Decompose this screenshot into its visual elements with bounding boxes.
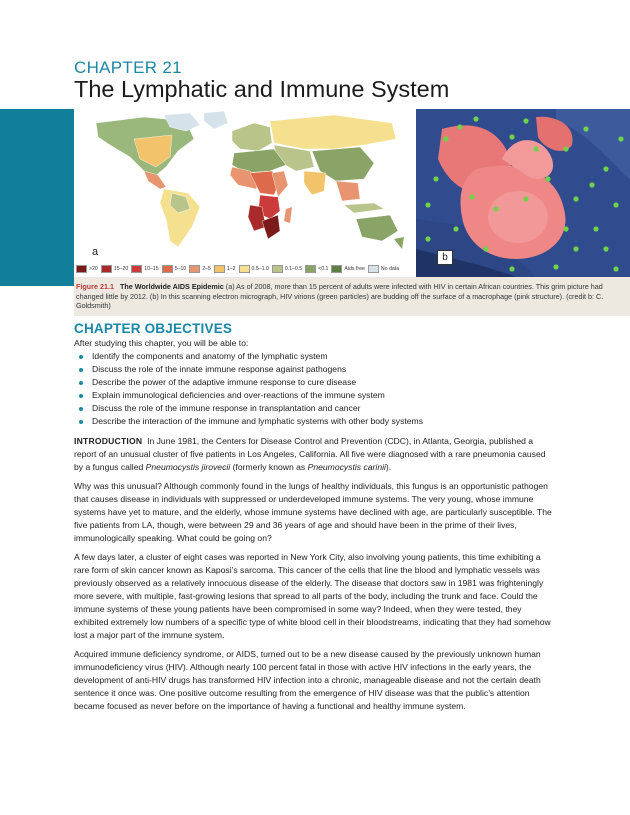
virion-particle — [509, 266, 514, 271]
intro-paragraph-2: Why was this unusual? Although commonly found in the lungs of healthy individuals, this fungus is an opportunistic pathogen that causes disease in individuals with suppressed or underdeveloped immune systems. The very young, whose immune systems have yet to mature, and the elderly, whose immune systems have declined with age, are particularly susceptible. The five patients from LA, though, were between 29 and 36 years of age and should have been in the prime of their lives, immunologically speaking. What could be going on? — [74, 481, 552, 543]
legend-swatch — [101, 265, 112, 273]
legend-label: 5–10 — [174, 265, 187, 272]
figure-caption — [76, 282, 616, 311]
legend-item — [272, 264, 302, 273]
virion-particle — [483, 246, 488, 251]
teal-side-bar — [0, 109, 74, 286]
bullet-icon — [79, 355, 83, 359]
legend-label: 0.5–1.0 — [251, 265, 269, 272]
virion-particle — [523, 118, 528, 123]
bullet-icon — [79, 407, 83, 411]
bullet-icon — [79, 381, 83, 385]
legend-label: 1–2 — [226, 265, 236, 272]
virion-particle — [613, 266, 618, 271]
legend-swatch — [305, 265, 316, 273]
virion-particle — [553, 264, 558, 269]
legend-item — [331, 264, 364, 273]
virion-particle — [433, 176, 438, 181]
objective-text: Identify the components and anatomy of the lymphatic system — [92, 351, 328, 361]
objective-text: Describe the power of the adaptive immune response to cure disease — [92, 377, 357, 388]
virion-particle — [457, 124, 462, 129]
objective-text: Explain immunological deficiencies and over-reactions of the immune system — [92, 390, 385, 401]
intro-paragraph-4: Acquired immune deficiency syndrome, or AIDS, turned out to be a new disease caused by the previously unknown human immunodeficiency virus (HIV). Although nearly 100 percent fatal in those with active HIV infections in the early years, the development of anti-HIV drugs has transformed HIV infection into a chronic, manageable disease and not the certain death sentence it once was. One positive outcome resulting from the emergence of HIV disease was that the public’s attention became focused as never before on the importance of having a functional and healthy immune system. — [74, 649, 541, 711]
legend-swatch — [368, 265, 379, 273]
objective-text: Describe the interaction of the immune and lymphatic systems with other body systems — [92, 416, 424, 427]
objective-item — [74, 350, 423, 363]
virion-particle — [425, 202, 430, 207]
legend-label: <0.1 — [318, 265, 329, 272]
legend-item — [101, 264, 128, 273]
virion-particle — [473, 116, 478, 121]
legend-label: Aids free — [344, 265, 365, 272]
objective-item — [74, 363, 423, 376]
virion-particle — [469, 194, 474, 199]
virion-particle — [453, 226, 458, 231]
legend-label: 2–5 — [202, 265, 211, 272]
objective-text: Discuss the role of the innate immune response against pathogens — [92, 364, 347, 375]
intro-p1-em-1: Pneumocystis jirovecii — [145, 462, 231, 472]
legend-item — [162, 264, 187, 273]
virion-particle — [573, 246, 578, 251]
legend-item — [189, 264, 211, 273]
intro-label: INTRODUCTION — [74, 436, 143, 446]
chapter-label: CHAPTER 21 — [74, 58, 182, 77]
legend-swatch — [76, 265, 87, 273]
objective-item — [74, 415, 423, 428]
legend-item — [214, 264, 236, 273]
objectives-intro: After studying this chapter, you will be able to: — [74, 338, 249, 348]
panel-b-label: b — [437, 250, 453, 265]
intro-p1-em-2: Pneumocystis carinii — [307, 462, 386, 472]
virion-particle — [563, 226, 568, 231]
bullet-icon — [79, 368, 83, 372]
legend-swatch — [272, 265, 283, 273]
virion-particle — [443, 136, 448, 141]
objective-item — [74, 402, 423, 415]
virion-particle — [618, 136, 623, 141]
virion-particle — [425, 236, 430, 241]
intro-p1-text-a: In June 1981, the Centers for Disease Control and Prevention (CDC), in Atlanta, Georgia, published a report of an unusual cluster of five patients in Los Angeles, California. All five were diagnosed with a rare pneumonia caused by a fungus called — [74, 436, 546, 472]
legend-item — [131, 264, 158, 273]
legend-swatch — [331, 265, 342, 273]
legend-label: >20 — [89, 265, 98, 272]
objective-item — [74, 389, 423, 402]
virion-particle — [523, 196, 528, 201]
legend-label: 15–20 — [113, 265, 129, 272]
objective-text: Discuss the role of the immune response in transplantation and cancer — [92, 403, 361, 414]
legend-swatch — [131, 265, 142, 273]
legend-swatch — [214, 265, 225, 273]
legend-item — [76, 264, 98, 273]
legend-item — [239, 264, 269, 273]
virion-particle — [563, 146, 568, 151]
intro-paragraph-1 — [74, 435, 554, 474]
legend-label: No data — [380, 265, 400, 272]
legend-swatch — [239, 265, 250, 273]
caption-title: The Worldwide AIDS Epidemic — [119, 282, 224, 291]
world-aids-map — [74, 109, 414, 257]
legend-item — [368, 264, 399, 273]
virion-particle — [533, 146, 538, 151]
objective-item — [74, 376, 423, 389]
virion-particle — [509, 134, 514, 139]
legend-swatch — [162, 265, 173, 273]
virion-particle — [493, 206, 498, 211]
legend-label: 10–15 — [144, 265, 159, 272]
chapter-title: The Lymphatic and Immune System — [74, 76, 450, 102]
bullet-icon — [79, 420, 83, 424]
bullet-icon — [79, 394, 83, 398]
virion-particle — [593, 226, 598, 231]
intro-p1-text-b: (formerly known as — [230, 462, 308, 472]
objectives-list — [74, 350, 423, 429]
caption-text: (a) As of 2008, more than 15 percent of adults were infected with HIV in certain African countries. This grim picture had changed little by 2012. (b) In this scanning electron micrograph, HIV virions (green particles) are budding off the surface of a macrophage (pink structure). (credit b: C. Goldsmith) — [76, 282, 604, 310]
objectives-heading: CHAPTER OBJECTIVES — [74, 321, 233, 336]
intro-paragraph-3: A few days later, a cluster of eight cases was reported in New York City, also involving young patients, this time exhibiting a rare form of skin cancer known as Kaposi’s sarcoma. This cancer of the cells that line the blood and lymphatic vessels was previously observed as a relatively innocuous disease of the elderly. The disease that doctors saw in 1981 was frighteningly more severe, with multiple, fast-growing lesions that spread to all parts of the body, including the trunk and face. Could the immune systems of these young patients have been compromised in some way? Indeed, when they were tested, they exhibited extremely low numbers of a specific type of white blood cell in their bloodstreams, indicating that they had somehow lost a major part of the immune system. — [74, 552, 551, 640]
caption-number: Figure 21.1 — [76, 282, 114, 291]
virion-particle — [583, 126, 588, 131]
legend-label: 0.1–0.5 — [284, 265, 303, 272]
panel-a-label: a — [92, 246, 99, 258]
virion-particle — [603, 166, 608, 171]
virion-particle — [545, 176, 550, 181]
legend-swatch — [189, 265, 200, 273]
intro-p1-text-c: ). — [385, 462, 392, 472]
virion-particle — [589, 182, 594, 187]
virion-particle — [573, 196, 578, 201]
legend-item — [305, 264, 328, 273]
virion-particle — [613, 202, 618, 207]
map-legend — [76, 264, 399, 273]
virion-particle — [603, 246, 608, 251]
